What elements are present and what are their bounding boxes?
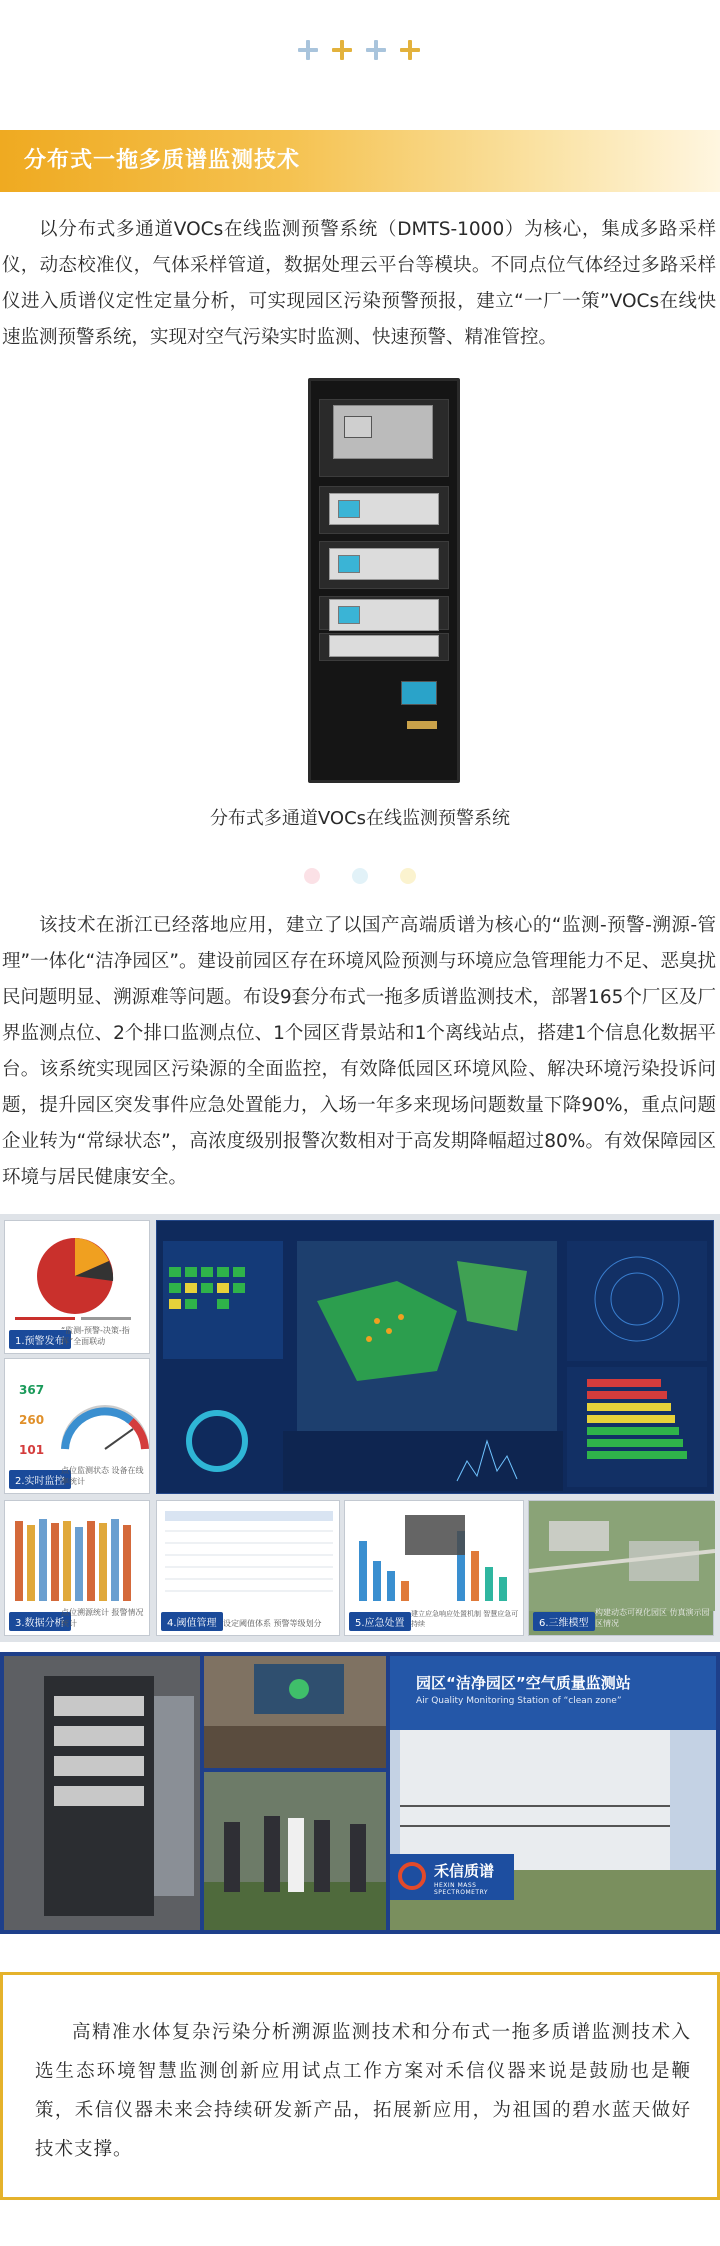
panel-label: 2.实时监控	[9, 1470, 71, 1489]
panel-note: 构建动态可视化园区 仿真演示园区情况	[595, 1608, 710, 1628]
panel-3d-model	[528, 1500, 714, 1636]
panel-realtime: 367 260 101 2.实时监控 点位监测状态 设备在线率统计	[4, 1358, 150, 1494]
section-title: 分布式一拖多质谱监测技术	[24, 148, 301, 173]
aerial-view-graphic	[529, 1501, 715, 1611]
monitoring-cabinet	[308, 378, 460, 783]
panel-map-overview	[156, 1220, 714, 1494]
panel-warning	[4, 1220, 150, 1354]
logo-text: 禾信质谱	[434, 1862, 495, 1880]
panel-note: 设定阈值体系 预警等级划分	[223, 1619, 322, 1628]
bar-chart-graphic	[345, 1501, 525, 1611]
photo-instrument-rack	[4, 1656, 200, 1930]
panel-note: 建立应急响应处置机制 智慧应急可持续	[411, 1610, 519, 1628]
panel-emergency	[344, 1500, 524, 1636]
plus-icon	[332, 40, 352, 60]
panel-label: 3.数据分析	[9, 1612, 71, 1631]
stacked-bars-graphic	[5, 1501, 151, 1611]
panel-label: 6.三维模型	[533, 1612, 595, 1631]
photo-site-visit	[204, 1772, 386, 1930]
brand-logo	[390, 1854, 514, 1900]
decorative-crosses	[0, 0, 720, 130]
intro-paragraph: 以分布式多通道VOCs在线监测预警系统（DMTS-1000）为核心，集成多路采样仪，动态校准仪，气体采样管道，数据处理云平台等模块。不同点位气体经过多路采样仪进入质谱仪定性定量分析，可实现园区污染预警预报，建立“一厂一策”VOCs在线快速监测预警系统，实现对空气污染实时监测、快速预警、精准管控。	[2, 219, 716, 348]
panel-note: 点位溯源统计 报警情况统计	[61, 1608, 144, 1628]
decorative-dots	[0, 856, 720, 898]
pie-chart-graphic	[5, 1221, 151, 1331]
plus-icon	[400, 40, 420, 60]
product-image	[0, 366, 720, 786]
map-graphic	[157, 1221, 715, 1495]
image-caption: 分布式多通道VOCs在线监测预警系统	[209, 808, 511, 829]
photo-monitoring-station	[390, 1656, 716, 1930]
panel-note: “监测-预警-决策-指挥”全面联动	[61, 1326, 130, 1346]
station-title: 园区“洁净园区”空气质量监测站	[416, 1674, 631, 1692]
application-paragraph: 该技术在浙江已经落地应用，建立了以国产高端质谱为核心的“监测-预警-溯源-管理”一体化“洁净园区”。建设前园区存在环境风险预测与环境应急管理能力不足、恶臭扰民问题明显、溯源难等问题。布设9套分布式一拖多质谱监测技术，部署165个厂区及厂界监测点位、2个排口监测点位、1个园区背景站和1个离线站点，搭建1个信息化数据平台。该系统实现园区污染源的全面监控，有效降低园区环境风险、解决环境污染投诉问题，提升园区突发事件应急处置能力，入场一年多来现场问题数量下降90%，重点问题企业转为“常绿状态”，高浓度级别报警次数相对于高发期降幅超过80%。有效保障园区环境与居民健康安全。	[2, 915, 716, 1188]
panel-label: 4.阈值管理	[161, 1612, 223, 1631]
logo-en: HEXIN MASS SPECTROMETRY	[434, 1882, 489, 1896]
panel-label: 1.预警发布	[9, 1330, 71, 1349]
plus-icon	[298, 40, 318, 60]
panel-note: 点位监测状态 设备在线率统计	[61, 1466, 144, 1486]
panel-threshold	[156, 1500, 340, 1636]
panel-analysis	[4, 1500, 150, 1636]
photo-meeting	[204, 1656, 386, 1768]
closing-paragraph: 高精准水体复杂污染分析溯源监测技术和分布式一拖多质谱监测技术入选生态环境智慧监测创新应用试点工作方案对禾信仪器来说是鼓励也是鞭策，禾信仪器未来会持续研发新产品，拓展新应用，为祖国的碧水蓝天做好技术支撑。	[35, 2022, 691, 2160]
platform-dashboard-image	[0, 1214, 720, 1642]
table-graphic	[157, 1501, 341, 1611]
panel-label: 5.应急处置	[349, 1612, 411, 1631]
closing-box	[0, 1972, 720, 2200]
plus-icon	[366, 40, 386, 60]
site-photos-collage	[0, 1652, 720, 1934]
station-subtitle: Air Quality Monitoring Station of “clean zone”	[416, 1696, 622, 1706]
logo-icon	[398, 1862, 426, 1890]
section-title-banner	[0, 130, 720, 192]
